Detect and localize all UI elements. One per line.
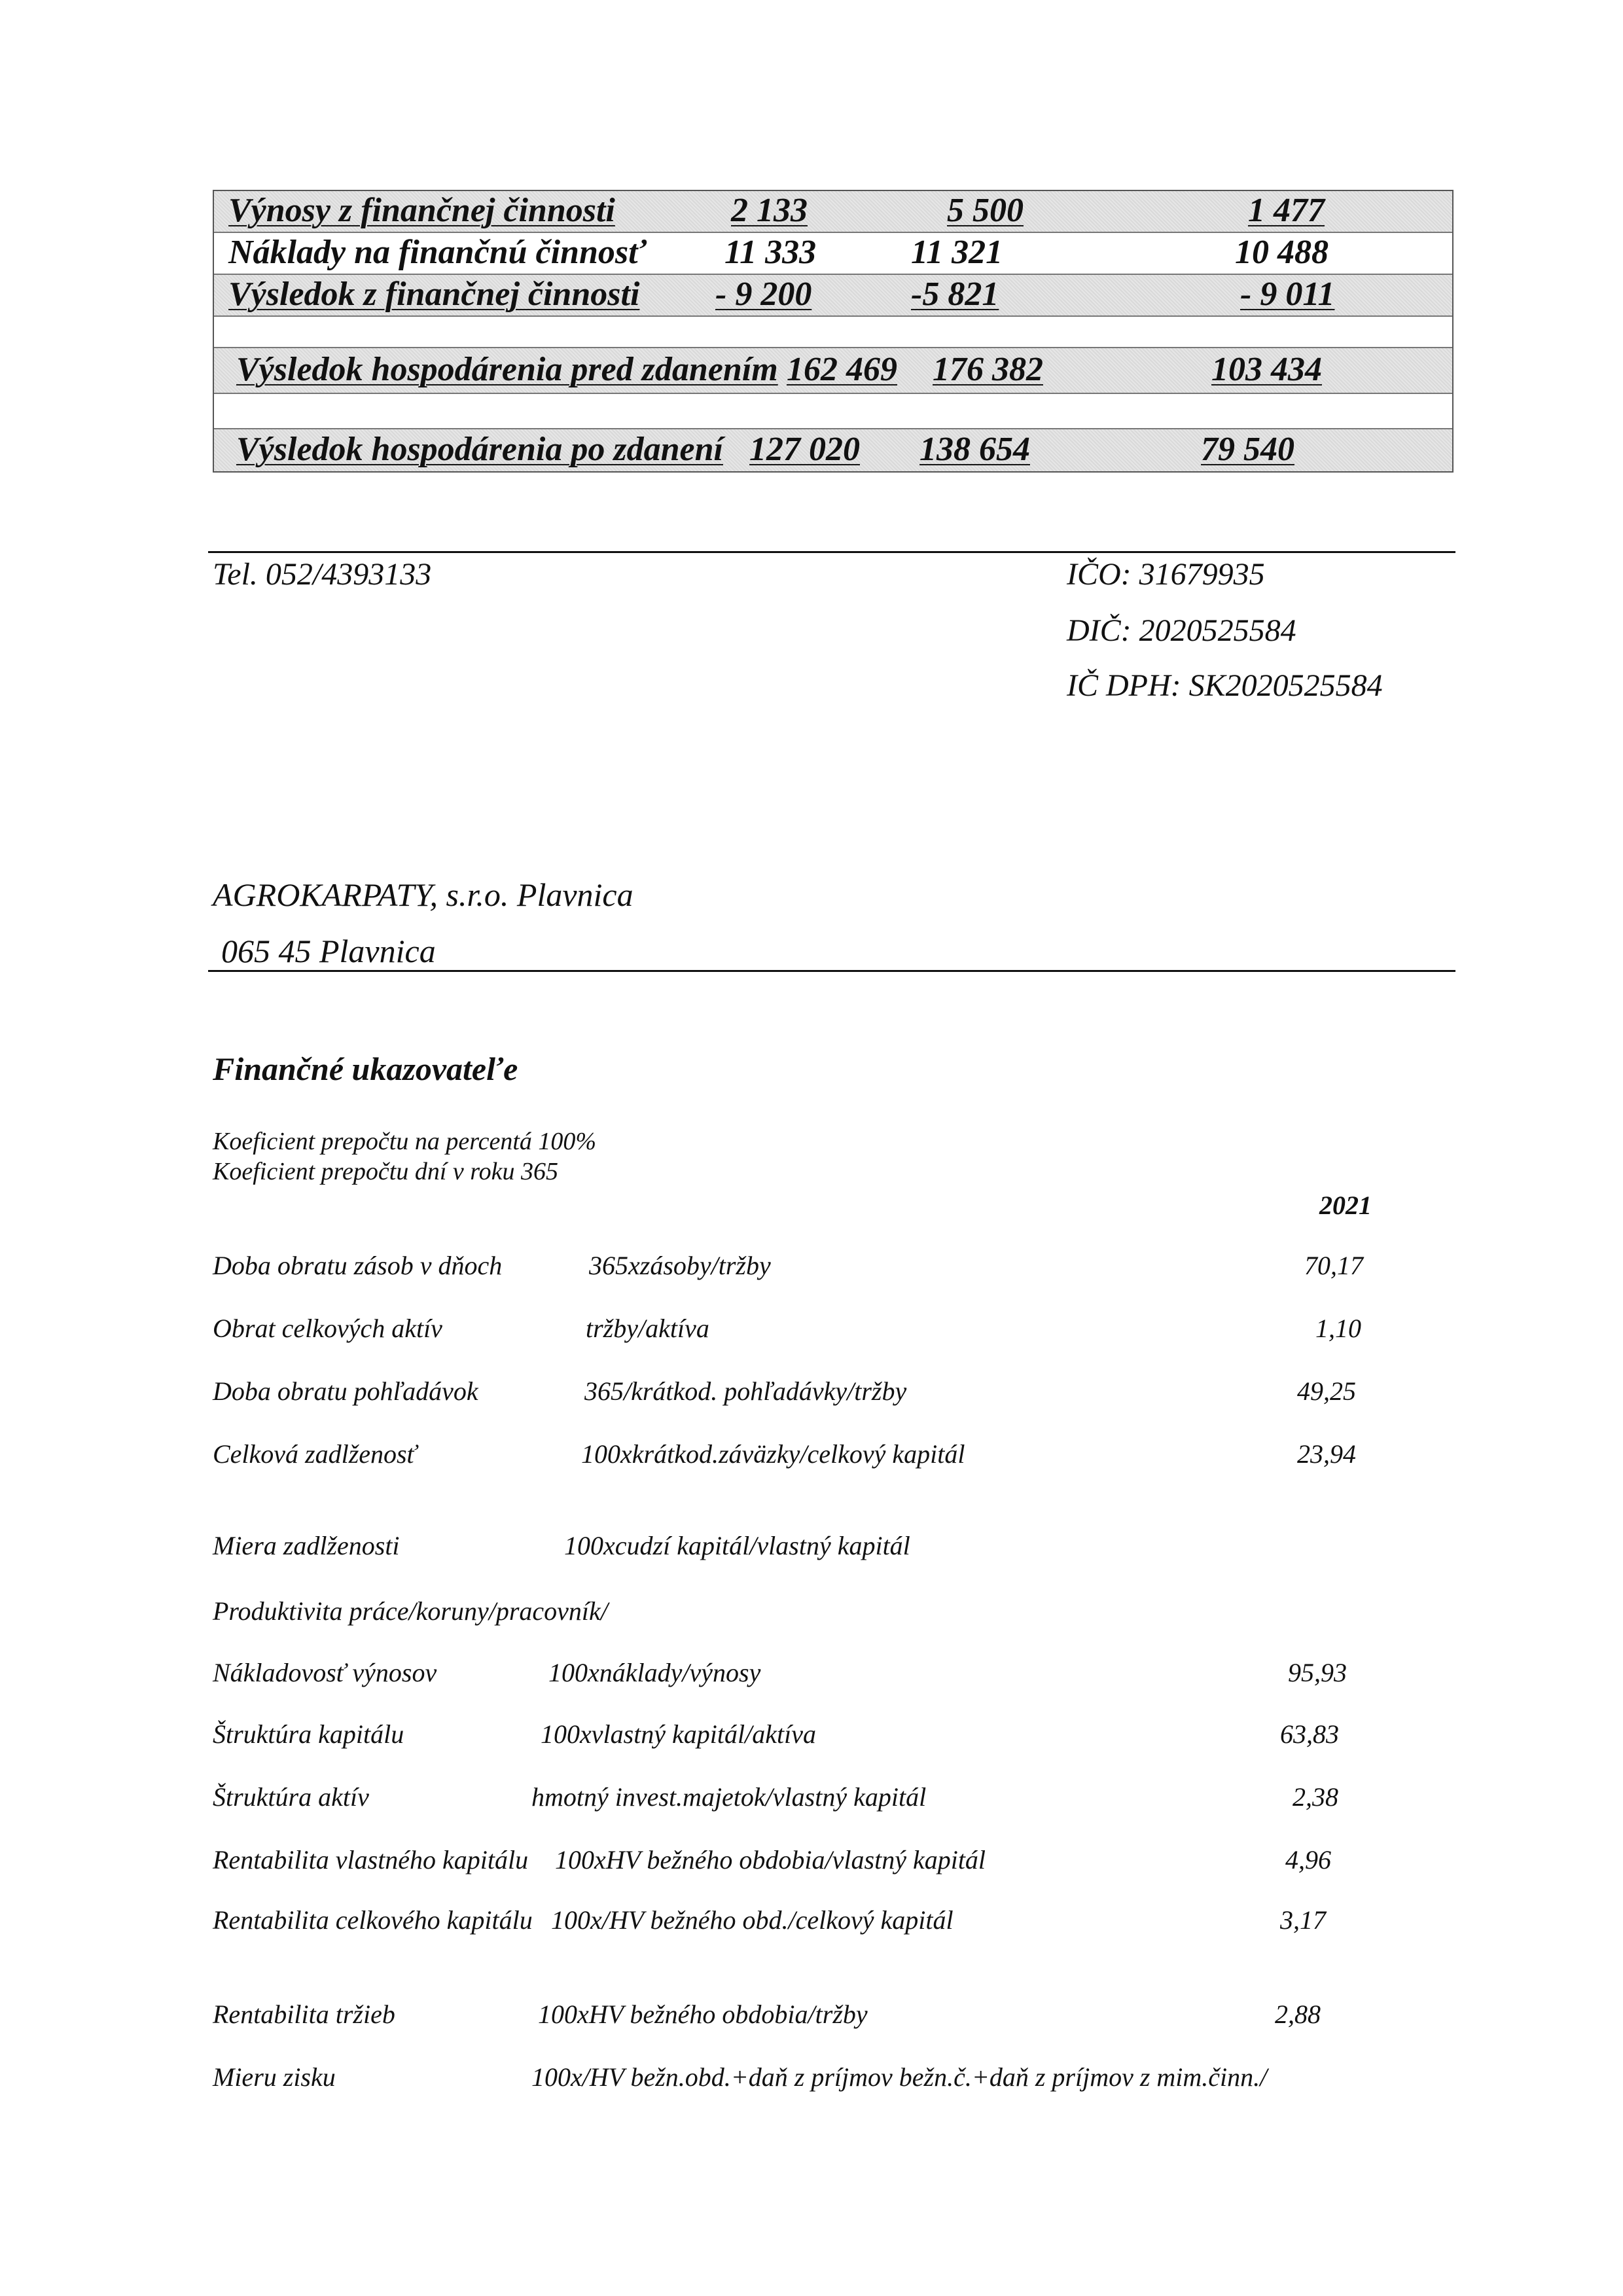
indicator-value: 49,25 — [1297, 1376, 1356, 1406]
indicator-value: 70,17 — [1304, 1251, 1363, 1280]
indicator-formula: 365/krátkod. pohľadávky/tržby — [584, 1376, 907, 1406]
indicator-name: Miera zadlženosti — [213, 1531, 400, 1560]
row-value-1: - 9 200 — [715, 275, 812, 313]
table-row — [214, 347, 1452, 393]
row-value-1: 127 020 — [749, 430, 860, 468]
indicator-name: Mieru zisku — [213, 2062, 336, 2092]
row-value-1: 11 333 — [724, 233, 817, 271]
indicator-value: 1,10 — [1315, 1314, 1361, 1343]
indicator-value: 4,96 — [1285, 1845, 1331, 1874]
table-spacer-row — [214, 393, 1452, 428]
address-rule — [208, 970, 1455, 972]
vat-number: IČ DPH: SK2020525584 — [1067, 668, 1383, 703]
indicator-formula: hmotný invest.majetok/vlastný kapitál — [531, 1782, 927, 1812]
indicator-name: Rentabilita celkového kapitálu — [213, 1905, 533, 1935]
indicator-value: 23,94 — [1297, 1439, 1356, 1469]
row-value-3: - 9 011 — [1240, 275, 1335, 313]
dic-number: DIČ: 2020525584 — [1067, 613, 1296, 648]
indicator-value: 2,88 — [1275, 2000, 1321, 2029]
row-value-2: 176 382 — [933, 350, 1043, 388]
indicator-formula: 100xvlastný kapitál/aktíva — [541, 1719, 816, 1749]
indicator-name: Rentabilita tržieb — [213, 2000, 395, 2029]
indicator-formula: 100xHV bežného obdobia/tržby — [538, 2000, 868, 2029]
table-row — [214, 274, 1452, 315]
row-label: Náklady na finančnú činnosť — [228, 233, 647, 271]
row-label: Výsledok hospodárenia po zdanení — [236, 430, 723, 468]
table-row — [214, 428, 1452, 471]
section-title: Finančné ukazovateľe — [213, 1050, 518, 1087]
indicator-value: 95,93 — [1288, 1658, 1347, 1687]
indicator-formula: 100x/HV bežného obd./celkový kapitál — [551, 1905, 954, 1935]
coefficient-note-percent: Koeficient prepočtu na percentá 100% — [213, 1128, 597, 1155]
table-row — [214, 191, 1452, 232]
row-value-2: -5 821 — [911, 275, 999, 313]
table-spacer-row — [214, 315, 1452, 347]
indicator-name: Štruktúra kapitálu — [213, 1719, 404, 1749]
row-label: Výsledok z finančnej činnosti — [228, 275, 640, 313]
indicator-formula: 100xcudzí kapitál/vlastný kapitál — [564, 1531, 910, 1560]
row-value-3: 1 477 — [1248, 191, 1325, 229]
row-value-2: 11 321 — [911, 233, 1003, 271]
financial-results-table — [213, 190, 1454, 473]
company-name: AGROKARPATY, s.r.o. Plavnica — [213, 876, 633, 913]
indicator-value: 3,17 — [1280, 1905, 1326, 1935]
indicator-formula: 100xkrátkod.záväzky/celkový kapitál — [581, 1439, 965, 1469]
ico-number: IČO: 31679935 — [1067, 557, 1265, 592]
company-address: 065 45 Plavnica — [221, 933, 436, 969]
row-value-3: 103 434 — [1211, 350, 1322, 388]
indicator-name: Rentabilita vlastného kapitálu — [213, 1845, 529, 1874]
row-value-3: 79 540 — [1201, 430, 1294, 468]
indicator-formula: 100xHV bežného obdobia/vlastný kapitál — [555, 1845, 986, 1874]
indicator-name: Celková zadlženosť — [213, 1439, 417, 1469]
indicator-name: Doba obratu zásob v dňoch — [213, 1251, 503, 1280]
row-label: Výsledok hospodárenia pred zdanením — [236, 350, 778, 388]
row-value-2: 5 500 — [947, 191, 1024, 229]
indicator-value: 2,38 — [1293, 1782, 1338, 1812]
row-label: Výnosy z finančnej činnosti — [228, 191, 615, 229]
table-row — [214, 232, 1452, 274]
row-value-1: 162 469 — [787, 350, 897, 388]
indicator-value: 63,83 — [1280, 1719, 1339, 1749]
row-value-1: 2 133 — [731, 191, 808, 229]
indicator-name: Štruktúra aktív — [213, 1782, 369, 1812]
coefficient-note-days: Koeficient prepočtu dní v roku 365 — [213, 1158, 559, 1185]
year-header: 2021 — [1319, 1191, 1372, 1220]
indicator-name: Nákladovosť výnosov — [213, 1658, 437, 1687]
indicator-formula: 365xzásoby/tržby — [589, 1251, 771, 1280]
indicator-formula: 100x/HV bežn.obd.+daň z príjmov bežn.č.+daň z príjmov z mim.činn./ — [531, 2062, 1268, 2092]
indicator-formula: 100xnáklady/výnosy — [548, 1658, 761, 1687]
row-value-3: 10 488 — [1235, 233, 1329, 271]
header-rule — [208, 551, 1455, 553]
indicator-name: Produktivita práce/koruny/pracovník/ — [213, 1596, 608, 1626]
indicator-formula: tržby/aktíva — [586, 1314, 709, 1343]
phone-number: Tel. 052/4393133 — [213, 557, 432, 592]
indicator-name: Obrat celkových aktív — [213, 1314, 442, 1343]
row-value-2: 138 654 — [919, 430, 1030, 468]
indicator-name: Doba obratu pohľadávok — [213, 1376, 478, 1406]
